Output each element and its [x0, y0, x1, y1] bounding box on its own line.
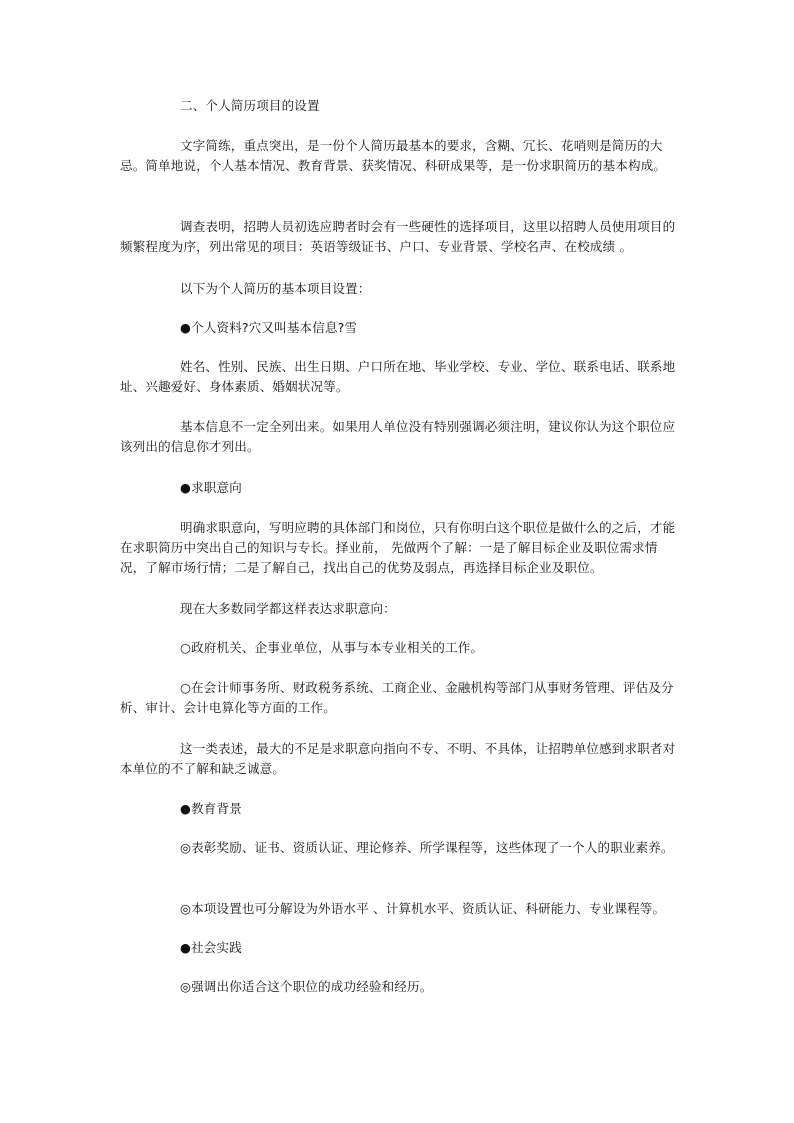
bullet-personal-info: ●个人资料?穴又叫基本信息?雪 [180, 320, 358, 335]
paragraph-education-breakdown: ◎本项设置也可分解设为外语水平 、计算机水平、资质认证、科研能力、专业课程等。 [180, 901, 666, 916]
bullet-social-practice: ●社会实践 [180, 940, 242, 955]
paragraph-items-intro: 以下为个人简历的基本项目设置： [180, 281, 371, 296]
example-government: ○政府机关、企事业单位，从事与本专业相关的工作。 [180, 640, 484, 655]
section-heading: 二、个人简历项目的设置 [180, 98, 320, 113]
bullet-education: ●教育背景 [180, 801, 242, 816]
paragraph-survey: 调查表明，招聘人员初选应聘者时会有一些硬性的选择项目，这里以招聘人员使用项目的频繁程度为序，列出常见的项目：英语等级证书、户口、专业背景、学校名声、在校成绩 。 [120, 219, 676, 254]
paragraph-education-awards: ◎表彰奖励、证书、资质认证、理论修养、所学课程等，这些体现了一个人的职业素养。 [180, 840, 674, 855]
paragraph-critique: 这一类表述，最大的不足是求职意向指向不专、不明、不具体，让招聘单位感到求职者对本单位的不了解和缺乏诚意。 [120, 741, 676, 776]
paragraph-social-practice: ◎强调出你适合这个职位的成功经验和经历。 [180, 979, 433, 994]
paragraph-intro: 文字简练，重点突出，是一份个人简历最基本的要求，含糊、冗长、花哨则是简历的大忌。简单地说，个人基本情况、教育背景、获奖情况、科研成果等，是一份求职简历的基本构成。 [120, 138, 667, 173]
paragraph-personal-fields: 姓名、性别、民族、出生日期、户口所在地、毕业学校、专业、学位、联系电话、联系地址、兴趣爱好、身体素质、婚姻状况等。 [120, 359, 676, 394]
paragraph-job-intention: 明确求职意向，写明应聘的具体部门和岗位，只有你明白这个职位是做什么的之后，才能在求职简历中突出自己的知识与专长。择业前， 先做两个了解：一是了解目标企业及职位需求情况，了解市场行情；二是了解自己，找出自己的优势及弱点，再选择目标企业及职位。 [120, 520, 676, 575]
example-accounting: ○在会计师事务所、财政税务系统、工商企业、金融机构等部门从事财务管理、评估及分析、审计、会计电算化等方面的工作。 [120, 680, 674, 715]
bullet-job-intention: ●求职意向 [180, 480, 242, 495]
paragraph-common-expression: 现在大多数同学都这样表达求职意向： [180, 601, 396, 616]
paragraph-basic-info-note: 基本信息不一定全列出来。如果用人单位没有特别强调必须注明，建议你认为这个职位应该列出的信息你才列出。 [120, 419, 676, 454]
